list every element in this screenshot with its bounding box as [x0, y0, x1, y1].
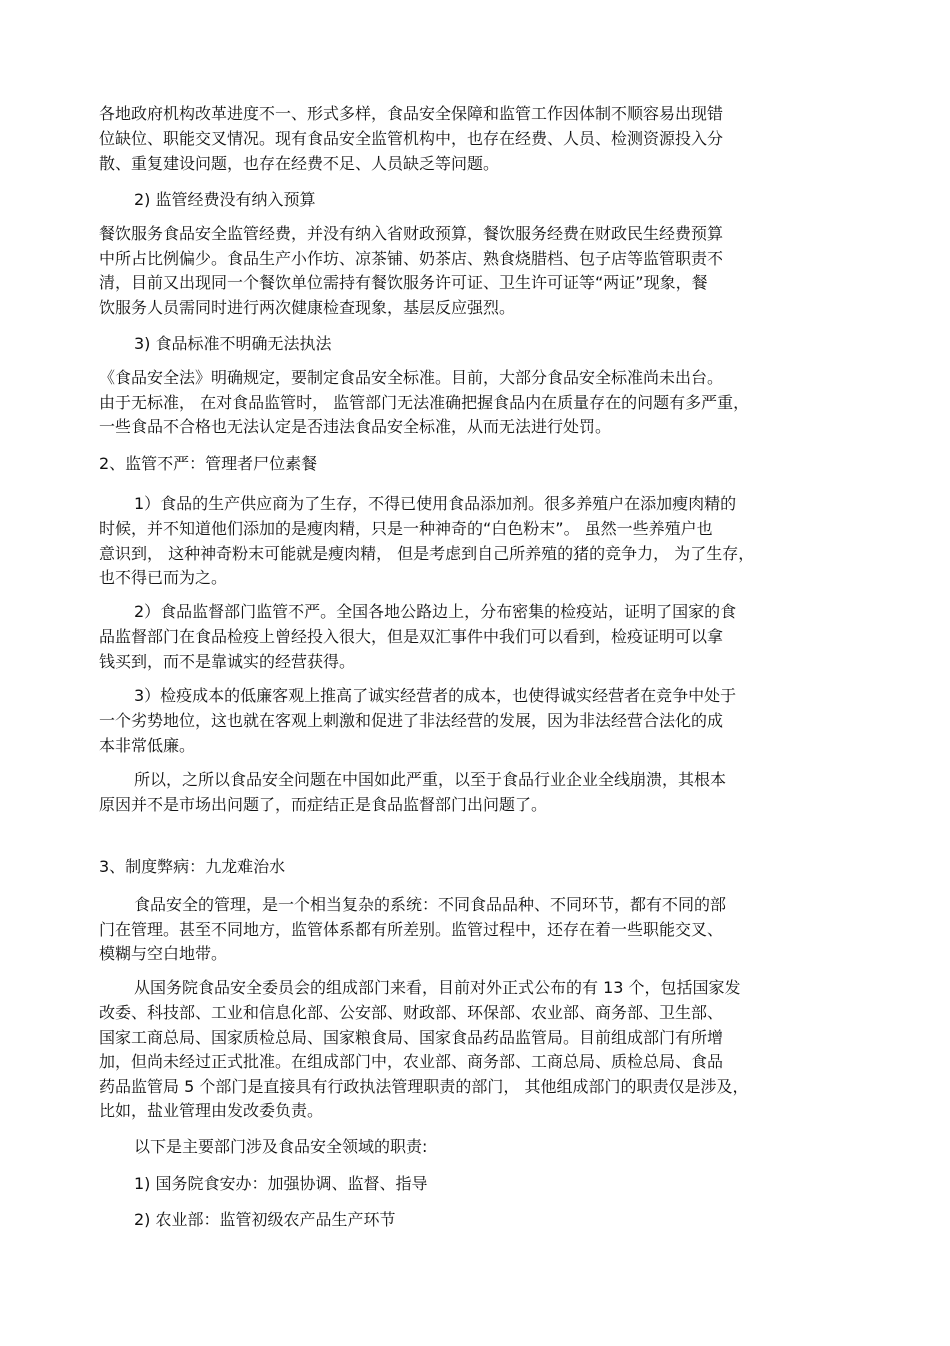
paragraph-line: 门在管理。甚至不同地方，监管体系都有所差别。监管过程中，还存在着一些职能交叉、	[99, 920, 724, 939]
paragraph-line: 各地政府机构改革进度不一、形式多样，食品安全保障和监管工作因体制不顺容易出现错	[99, 104, 724, 123]
paragraph-line: 药品监管局 5 个部门是直接具有行政执法管理职责的部门， 其他组成部门的职责仅是涉及，	[99, 1077, 749, 1096]
paragraph-line: 3）检疫成本的低廉客观上推高了诚实经营者的成本，也使得诚实经营者在竞争中处于	[134, 686, 737, 705]
subheading: 3) 食品标准不明确无法执法	[134, 334, 332, 353]
paragraph-line: 1）食品的生产供应商为了生存，不得已使用食品添加剂。很多养殖户在添加瘦肉精的	[134, 494, 737, 513]
paragraph-line: 原因并不是市场出问题了，而症结正是食品监督部门出问题了。	[99, 795, 548, 814]
section-heading: 2、监管不严：管理者尸位素餐	[99, 454, 318, 473]
paragraph-line: 由于无标准， 在对食品监管时， 监管部门无法准确把握食品内在质量存在的问题有多严重，	[99, 393, 750, 412]
paragraph-line: 一个劣势地位，这也就在客观上刺激和促进了非法经营的发展，因为非法经营合法化的成	[99, 711, 724, 730]
paragraph-line: 食品安全的管理，是一个相当复杂的系统：不同食品品种、不同环节，都有不同的部	[134, 895, 727, 914]
list-item: 2) 农业部：监管初级农产品生产环节	[134, 1210, 396, 1229]
paragraph-line: 清，目前又出现同一个餐饮单位需持有餐饮服务许可证、卫生许可证等“两证”现象，餐	[99, 273, 708, 292]
paragraph-line: 品监督部门在食品检疫上曾经投入很大，但是双汇事件中我们可以看到，检疫证明可以拿	[99, 627, 724, 646]
paragraph-line: 比如，盐业管理由发改委负责。	[99, 1101, 324, 1120]
paragraph-line: 散、重复建设问题，也存在经费不足、人员缺乏等问题。	[99, 154, 500, 173]
paragraph-line: 餐饮服务食品安全监管经费，并没有纳入省财政预算，餐饮服务经费在财政民生经费预算	[99, 224, 724, 243]
paragraph-line: 《食品安全法》明确规定，要制定食品安全标准。目前，大部分食品安全标准尚未出台。	[99, 368, 724, 387]
paragraph-line: 以下是主要部门涉及食品安全领域的职责:	[134, 1137, 428, 1156]
paragraph-line: 从国务院食品安全委员会的组成部门来看，目前对外正式公布的有 13 个，包括国家发	[134, 978, 741, 997]
paragraph-line: 饮服务人员需同时进行两次健康检查现象，基层反应强烈。	[99, 298, 516, 317]
paragraph-line: 国家工商总局、国家质检总局、国家粮食局、国家食品药品监管局。目前组成部门有所增	[99, 1028, 724, 1047]
paragraph-line: 意识到， 这种神奇粉末可能就是瘦肉精， 但是考虑到自己所养殖的猪的竞争力， 为了生存，	[99, 544, 755, 563]
paragraph-line: 所以，之所以食品安全问题在中国如此严重，以至于食品行业企业全线崩溃，其根本	[134, 770, 727, 789]
paragraph-line: 中所占比例偏少。食品生产小作坊、凉茶铺、奶茶店、熟食烧腊档、包子店等监管职责不	[99, 249, 724, 268]
list-item: 1) 国务院食安办：加强协调、监督、指导	[134, 1174, 428, 1193]
paragraph-line: 改委、科技部、工业和信息化部、公安部、财政部、环保部、农业部、商务部、卫生部、	[99, 1003, 724, 1022]
subheading: 2) 监管经费没有纳入预算	[134, 190, 316, 209]
paragraph-line: 钱买到，而不是靠诚实的经营获得。	[99, 652, 356, 671]
paragraph-line: 位缺位、职能交叉情况。现有食品安全监管机构中，也存在经费、人员、检测资源投入分	[99, 129, 724, 148]
paragraph-line: 加，但尚未经过正式批准。在组成部门中，农业部、商务部、工商总局、质检总局、食品	[99, 1052, 724, 1071]
paragraph-line: 2）食品监督部门监管不严。全国各地公路边上，分布密集的检疫站，证明了国家的食	[134, 602, 737, 621]
section-heading: 3、制度弊病：九龙难治水	[99, 857, 286, 876]
paragraph-line: 也不得已而为之。	[99, 568, 228, 587]
paragraph-line: 本非常低廉。	[99, 736, 196, 755]
paragraph-line: 时候，并不知道他们添加的是瘦肉精，只是一种神奇的“白色粉末”。 虽然一些养殖户也	[99, 519, 713, 538]
paragraph-line: 模糊与空白地带。	[99, 944, 228, 963]
paragraph-line: 一些食品不合格也无法认定是否违法食品安全标准，从而无法进行处罚。	[99, 417, 612, 436]
